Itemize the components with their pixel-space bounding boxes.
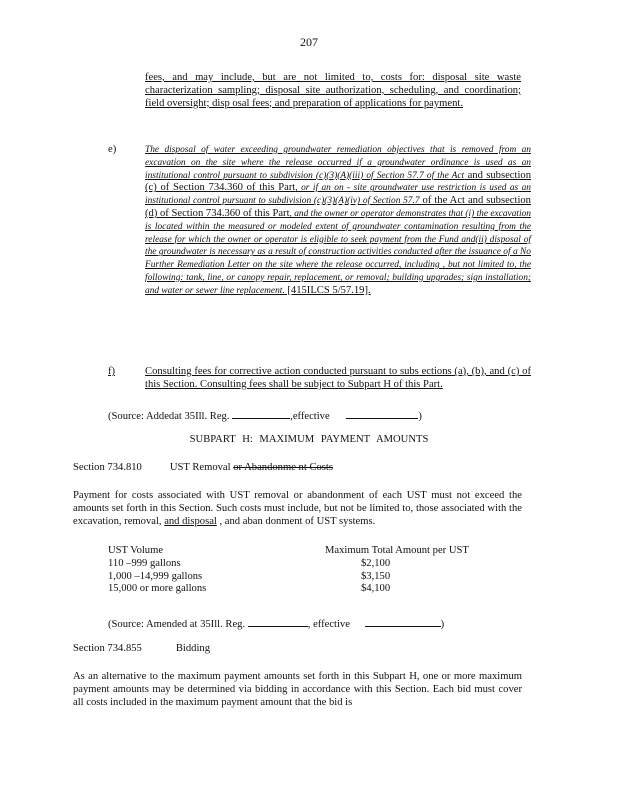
para-810-text1: Payment for costs associated with UST removal or abandonment of each UST must not exceed the amounts set forth in this Section. Such costs must include, but not be limited to, those associated with the excavation, removal, bbox=[73, 490, 522, 527]
item-e-seg6: [415ILCS 5/57.19]. bbox=[284, 284, 371, 296]
source-2-blank bbox=[248, 615, 308, 627]
row-amount: $3,150 bbox=[361, 570, 391, 582]
source-1-blank-date bbox=[346, 407, 418, 419]
table-row bbox=[108, 571, 469, 584]
ust-volume-table bbox=[108, 545, 469, 596]
row-amount: $2,100 bbox=[361, 557, 391, 569]
source-note-1 bbox=[108, 407, 422, 424]
item-e-seg1: The disposal of water exceeding groundwater remediation objectives that is removed from an excavation on the site where the release occurred if a groundwater ordinance is used as an institutional control pursuant to subdivision (c)(3)(A)(iii) of Section 57.7 of the Act bbox=[145, 145, 531, 181]
source-note-2 bbox=[108, 615, 444, 632]
section-810-struck: or Abandonme nt Costs bbox=[233, 462, 333, 473]
source-1-prefix: (Source: Addedat 35Ill. Reg. bbox=[108, 411, 230, 422]
item-e-seg5: , and the owner or operator demonstrates that (i) the excavation is located within the measured or modeled extent of groundwater contamination resulting from the release for which the owner or operator is eligible to seek payment from the Fund and(ii) disposal of the groundwater is necessary as a result of construction activities conducted after the issuance of a No Further Remediation Letter on the site where the release occurred, including , but not limited to, the following: tank, line, or canopy repair, replacement, or removal; building upgrades; sign installation; and water or sewer line replacement. bbox=[145, 208, 531, 296]
table-row bbox=[108, 583, 469, 596]
row-amount: $4,100 bbox=[361, 583, 391, 595]
source-2-effective: , effective bbox=[307, 619, 350, 630]
source-2-end: ) bbox=[440, 619, 445, 630]
item-e-seg2: and subsection (c) of Section 734.360 of this Part bbox=[145, 169, 531, 194]
row-volume: 110 –999 gallons bbox=[108, 557, 181, 569]
item-f-label: f) bbox=[108, 366, 116, 377]
item-e-seg4: of the Act and subsection (d) of Section 734.360 of this Part bbox=[145, 195, 531, 219]
source-2-prefix: (Source: Amended at 35Ill. Reg. bbox=[108, 619, 246, 630]
item-e-label: e) bbox=[108, 144, 117, 155]
section-855-number: Section 734.855 bbox=[73, 643, 142, 654]
source-1-effective: ,effective bbox=[290, 411, 330, 422]
table-row bbox=[108, 558, 469, 571]
header-volume: UST Volume bbox=[108, 545, 164, 556]
para-810-underlined: and disposal bbox=[164, 515, 217, 527]
section-734-855-heading bbox=[73, 643, 210, 656]
item-e-text bbox=[145, 144, 531, 298]
source-2-blank-date bbox=[365, 615, 441, 627]
item-e-seg3: , or if an on - site groundwater use restriction is used as an institutional control pursuant to subdivision (c)(3)(A)(iv) of Section 57.7 bbox=[145, 183, 531, 207]
table-header-row bbox=[108, 545, 469, 558]
section-855-paragraph: As an alternative to the maximum payment amounts set forth in this Subpart H, one or more maximum payment amounts may be determined via bidding in accordance with this Section. Each bid must cover all costs included in the maximum payment amount that the bid is bbox=[73, 671, 522, 708]
source-1-end: ) bbox=[418, 411, 422, 422]
paragraph-continued: fees, and may include, but are not limited to, costs for: disposal site waste characterization sampling; disposal site authorization, scheduling, and coordination; field oversight; disp osal fees; and preparation of applications for payment. bbox=[145, 72, 521, 109]
para-810-text2: , and aban donment of UST systems. bbox=[216, 515, 376, 527]
row-volume: 1,000 –14,999 gallons bbox=[108, 570, 203, 582]
source-1-blank bbox=[232, 407, 290, 419]
section-734-810-heading bbox=[73, 462, 333, 475]
row-volume: 15,000 or more gallons bbox=[108, 583, 207, 595]
section-855-title: Bidding bbox=[175, 643, 210, 654]
subpart-heading: SUBPART H: MAXIMUM PAYMENT AMOUNTS bbox=[189, 434, 429, 445]
page-number: 207 bbox=[300, 35, 318, 49]
header-amount: Maximum Total Amount per UST bbox=[325, 545, 469, 556]
section-810-title: UST Removal bbox=[169, 462, 231, 473]
section-810-paragraph bbox=[73, 490, 522, 528]
item-f-text: Consulting fees for corrective action conducted pursuant to subs ections (a), (b), and (c) of this Section. Consulting fees shall be subject to Subpart H of this Part. bbox=[145, 366, 531, 390]
section-810-number: Section 734.810 bbox=[73, 462, 142, 473]
